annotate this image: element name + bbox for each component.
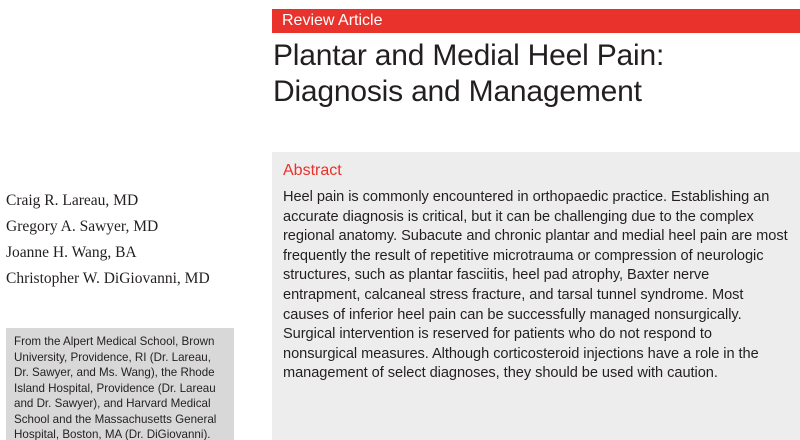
article-title-line-1: Plantar and Medial Heel Pain: xyxy=(273,39,665,72)
abstract-heading: Abstract xyxy=(283,162,342,179)
abstract-section xyxy=(272,152,800,440)
affiliation-box xyxy=(6,328,234,440)
author-name: Craig R. Lareau, MD xyxy=(6,192,139,209)
article-type-label: Review Article xyxy=(282,12,383,29)
author-name: Joanne H. Wang, BA xyxy=(6,244,137,261)
article-type-banner xyxy=(272,9,800,33)
article-title xyxy=(273,38,793,110)
author-name: Gregory A. Sawyer, MD xyxy=(6,218,159,235)
author-list xyxy=(6,188,266,292)
article-title-line-2: Diagnosis and Management xyxy=(273,75,642,108)
affiliation-text: From the Alpert Medical School, Brown University, Providence, RI (Dr. Lareau, Dr. Sawyer, and Ms. Wang), the Rhode Island Hospital, Providence (Dr. Lareau and Dr. Sawyer), and Harvard Medical School and the Massachusetts General Hospital, Boston, MA (Dr. DiGiovanni). xyxy=(14,335,217,440)
author-name: Christopher W. DiGiovanni, MD xyxy=(6,270,210,287)
abstract-text: Heel pain is commonly encountered in orthopaedic practice. Establishing an accurate diagnosis is critical, but it can be challenging due to the complex regional anatomy. Subacute and chronic plantar and medial heel pain are most frequently the result of repetitive microtrauma or compression of neurologic structures, such as plantar fasciitis, heel pad atrophy, Baxter nerve entrapment, calcaneal stress fracture, and tarsal tunnel syndrome. Most causes of inferior heel pain can be successfully managed nonsurgically. Surgical intervention is reserved for patients who do not respond to nonsurgical measures. Although corticosteroid injections have a role in the management of select diagnoses, they should be used with caution. xyxy=(283,189,788,382)
